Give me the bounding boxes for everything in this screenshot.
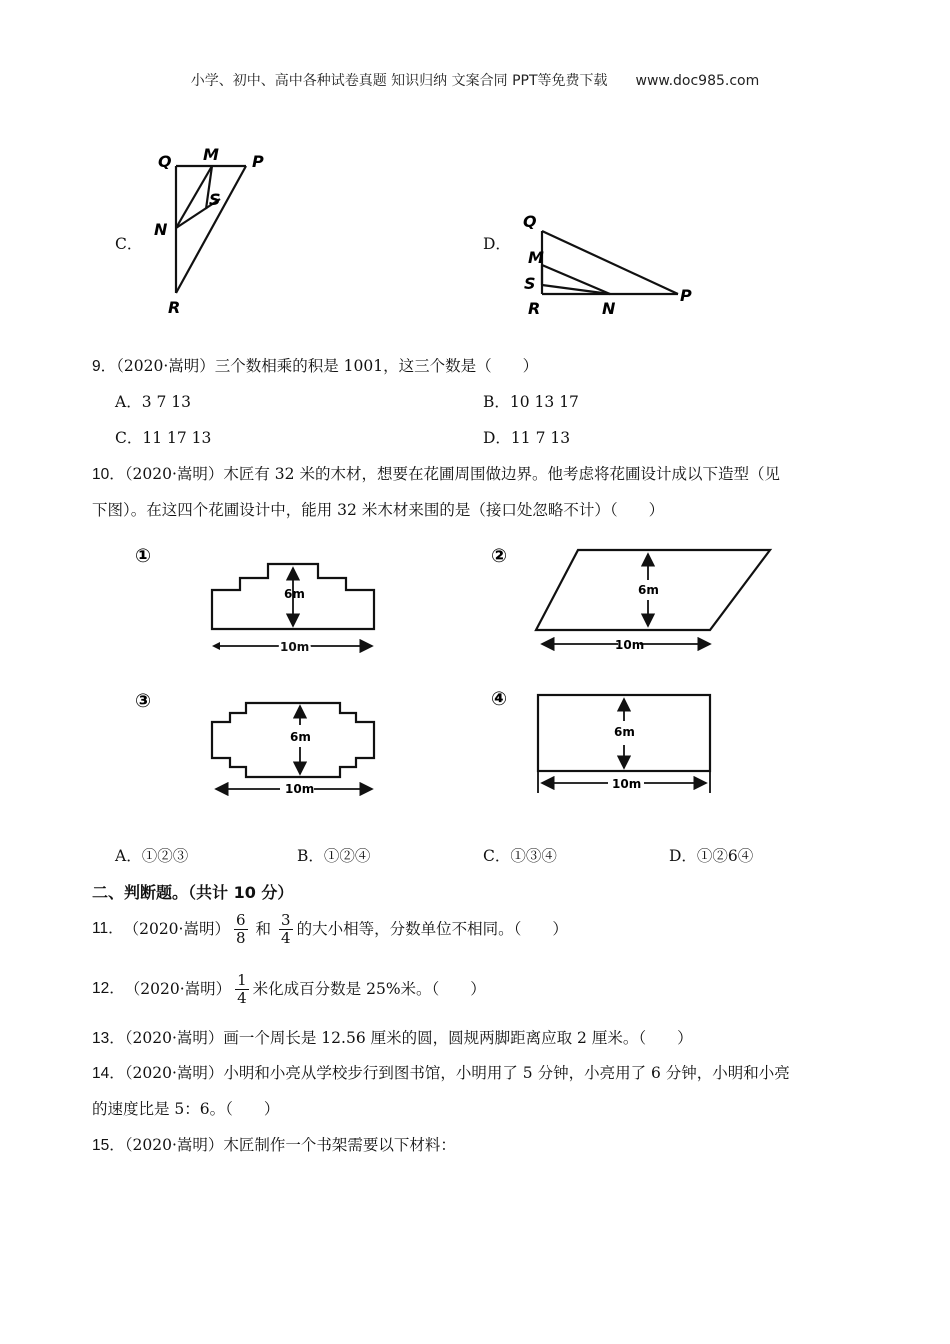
q15-row bbox=[92, 1134, 456, 1157]
fig3-height: 6m bbox=[290, 730, 311, 744]
q11-fraction-1 bbox=[234, 912, 248, 947]
fig-d-m: M bbox=[528, 248, 544, 267]
q12-f-den: 4 bbox=[237, 988, 247, 1007]
q10-figure-2 bbox=[488, 540, 788, 665]
q9-option-d: D．11 7 13 bbox=[483, 429, 571, 447]
q14-source: （2020·嵩明） bbox=[124, 1064, 224, 1082]
fig2-mark: ② bbox=[491, 545, 508, 567]
fig-c-q: Q bbox=[158, 152, 172, 171]
q12-source: （2020·嵩明） bbox=[124, 980, 232, 998]
q11-source: （2020·嵩明） bbox=[123, 920, 230, 938]
q12-row bbox=[92, 967, 486, 1011]
q11-f1-den: 8 bbox=[235, 928, 246, 947]
q8-option-d-label: D． bbox=[483, 235, 511, 253]
q15-text: 木匠制作一个书架需要以下材料： bbox=[223, 1136, 456, 1154]
q9-source: （2020·嵩明） bbox=[116, 357, 215, 375]
q10-figure-3 bbox=[128, 685, 408, 810]
q12-f-num: 1 bbox=[237, 970, 247, 989]
q10-option-c: C．①③④ bbox=[483, 847, 557, 865]
q9-option-a: A．3 7 13 bbox=[115, 393, 191, 411]
q12-fraction bbox=[235, 972, 249, 1007]
fig-c-m: M bbox=[203, 145, 219, 164]
q10-stem-line1 bbox=[92, 463, 780, 486]
q9-number: 9． bbox=[92, 358, 117, 375]
q10-number: 10． bbox=[92, 466, 125, 483]
q13-row bbox=[92, 1027, 693, 1050]
q11-number: 11． bbox=[92, 920, 124, 937]
q9-option-c: C．11 17 13 bbox=[115, 429, 212, 447]
fig4-mark: ④ bbox=[491, 688, 508, 710]
fig-c-n: N bbox=[154, 220, 168, 239]
q15-number: 15． bbox=[92, 1137, 125, 1154]
q14-line2: 的速度比是 5：6。（ ） bbox=[92, 1100, 280, 1118]
header-text: 小学、初中、高中各种试卷真题 知识归纳 文案合同 PPT等免费下载 bbox=[190, 73, 608, 89]
fig-d-s: S bbox=[524, 274, 536, 293]
page-header bbox=[0, 70, 950, 90]
fig3-width: 10m bbox=[285, 782, 315, 796]
q12-text: 米化成百分数是 25%米。（ ） bbox=[252, 980, 486, 998]
fig-d-p: P bbox=[680, 286, 692, 305]
q10-option-b: B．①②④ bbox=[297, 847, 371, 865]
q14-line1: 小明和小亮从学校步行到图书馆，小明用了 5 分钟，小亮用了 6 分钟，小明和小亮 bbox=[223, 1064, 790, 1082]
q14-row bbox=[92, 1062, 790, 1085]
q11-f1-num: 6 bbox=[235, 910, 246, 929]
q8-option-c-label: C． bbox=[115, 235, 143, 253]
fig4-width: 10m bbox=[612, 777, 642, 791]
q11-f2-num: 3 bbox=[281, 910, 291, 929]
q13-source: （2020·嵩明） bbox=[124, 1029, 224, 1047]
q10-option-a: A．①②③ bbox=[115, 847, 189, 865]
q9-option-b: B．10 13 17 bbox=[483, 393, 579, 411]
q14-number: 14． bbox=[92, 1065, 125, 1082]
q9-stem bbox=[92, 355, 538, 378]
fig-c-r: R bbox=[168, 298, 181, 317]
q11-row bbox=[92, 907, 568, 951]
q13-number: 13． bbox=[92, 1030, 125, 1047]
q12-number: 12． bbox=[92, 980, 125, 997]
fig2-width: 10m bbox=[615, 638, 645, 652]
fig-d-n: N bbox=[602, 299, 616, 318]
fig1-height: 6m bbox=[284, 587, 305, 601]
q10-stem-line2: 下图）。在这四个花圃设计中，能用 32 米木材来围的是（接口处忽略不计）（ ） bbox=[92, 501, 665, 519]
q15-source: （2020·嵩明） bbox=[124, 1136, 224, 1154]
fig3-mark: ③ bbox=[135, 690, 152, 712]
q8-figure-c bbox=[150, 143, 280, 318]
q9-text: 三个数相乘的积是 1001，这三个数是（ ） bbox=[214, 357, 539, 375]
q11-fraction-2 bbox=[279, 912, 293, 947]
q10-source: （2020·嵩明） bbox=[124, 465, 224, 483]
fig-c-s: S bbox=[209, 190, 221, 209]
q11-text: 的大小相等，分数单位不相同。（ ） bbox=[296, 920, 568, 938]
fig-d-q: Q bbox=[523, 212, 537, 231]
q11-and: 和 bbox=[255, 920, 272, 938]
q8-figure-d bbox=[520, 205, 705, 320]
fig1-mark: ① bbox=[135, 545, 152, 567]
fig1-width: 10m bbox=[280, 640, 310, 654]
fig2-height: 6m bbox=[638, 583, 659, 597]
q10-line1: 木匠有 32 米的木材，想要在花圃周围做边界。他考虑将花圃设计成以下造型（见 bbox=[223, 465, 780, 483]
header-site: www.doc985.com bbox=[635, 73, 760, 89]
fig-d-r: R bbox=[528, 299, 541, 318]
q11-f2-den: 4 bbox=[281, 928, 291, 947]
q10-figure-4 bbox=[488, 685, 728, 810]
fig4-height: 6m bbox=[614, 725, 635, 739]
q10-figure-1 bbox=[128, 540, 408, 665]
section-2-title: 二、判断题。（共计 10 分） bbox=[92, 883, 294, 902]
fig-c-p: P bbox=[252, 152, 264, 171]
q13-text: 画一个周长是 12.56 厘米的圆，圆规两脚距离应取 2 厘米。（ ） bbox=[223, 1029, 693, 1047]
q10-option-d: D．①②6④ bbox=[669, 847, 754, 865]
